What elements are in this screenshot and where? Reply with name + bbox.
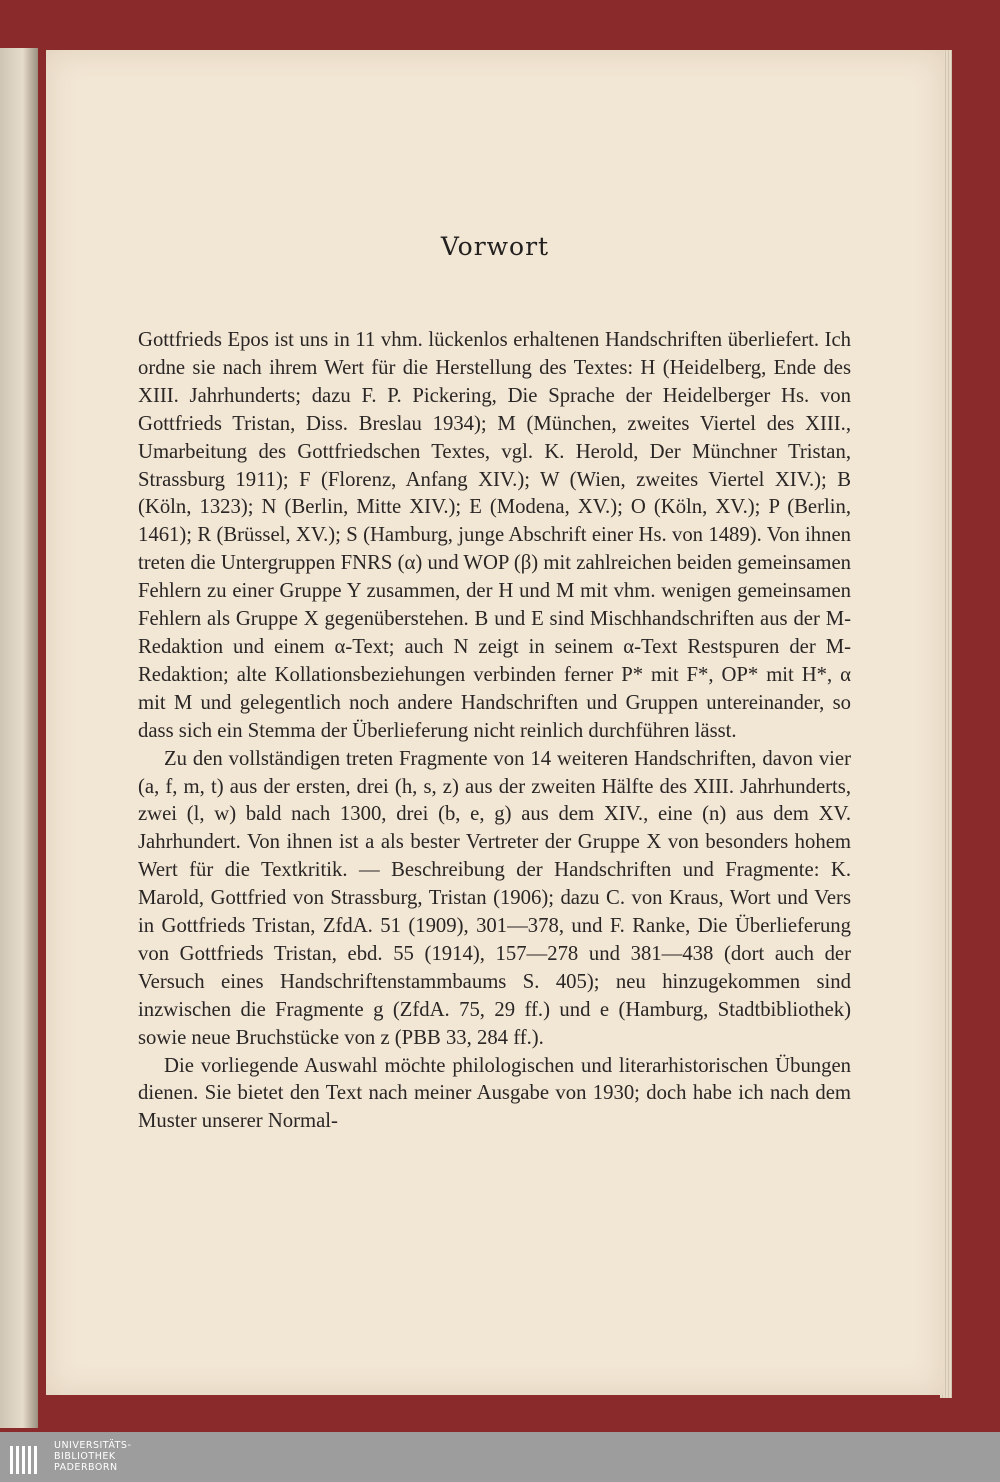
library-logo-text (54, 1440, 131, 1473)
body-text (138, 327, 851, 1136)
paragraph-2: Zu den vollständigen treten Fragmente von 14 weiteren Handschriften, davon vier (a, f, m, t) aus der ersten, drei (h, s, z) aus der zweiten Hälfte des XIII. Jahrhunderts, zwei (l, w) bald nach 1300, drei (b, e, g) aus dem XIV., eine (n) aus dem XV. Jahrhundert. Von ihnen ist a als bester Vertreter der Gruppe X von besonders hohem Wert für die Textkritik. — Beschreibung der Handschriften und Fragmente: K. Marold, Gottfried von Strassburg, Tristan (1906); dazu C. von Kraus, Wort und Vers in Gottfrieds Tristan, ZfdA. 51 (1909), 301—378, und F. Ranke, Die Überlieferung von Gottfrieds Tristan, ebd. 55 (1914), 157—278 und 381—438 (dort auch der Versuch eines Handschriftenstammbaums S. 405); neu hinzugekommen sind inzwischen die Fragmente g (ZfdA. 75, 29 ff.) und e (Hamburg, Stadtbibliothek) sowie neue Bruchstücke von z (PBB 33, 284 ff.). (138, 747, 851, 1049)
footer-bar (0, 1432, 1000, 1482)
paragraph-1: Gottfrieds Epos ist uns in 11 vhm. lückenlos erhaltenen Handschriften überliefert. Ich ordne sie nach ihrem Wert für die Herstellung des Textes: H (Heidelberg, Ende des XIII. Jahrhunderts; dazu F. P. Pickering, Die Sprache der Heidelberger Hs. von Gottfrieds Tristan, Diss. Breslau 1934); M (München, zweites Viertel des XIII., Umarbeitung des Gottfriedschen Textes, vgl. K. Herold, Der Münchner Tristan, Strassburg 1911); F (Florenz, Anfang XIV.); W (Wien, zweites Viertel XIV.); B (Köln, 1323); N (Berlin, Mitte XIV.); E (Modena, XV.); O (Köln, XV.); P (Berlin, 1461); R (Brüssel, XV.); S (Hamburg, junge Abschrift einer Hs. von 1489). Von ihnen treten die Untergruppen FNRS (α) und WOP (β) mit zahlreichen beiden gemeinsamen Fehlern zu einer Gruppe Y zusammen, der H und M mit vhm. wenigen gemeinsamen Fehlern als Gruppe X gegenüberstehen. B und E sind Mischhandschriften aus der M-Redaktion und einem α-Text; auch N zeigt in seinem α-Text Restspuren der M-Redaktion; alte Kollationsbeziehungen verbinden ferner P* mit F*, OP* mit H*, α mit M und gelegentlich noch andere Handschriften und Gruppen untereinander, so dass sich ein Stemma der Überlieferung nicht reinlich durchführen lässt. (138, 329, 851, 742)
book-page (46, 50, 944, 1395)
left-page-edge (0, 48, 38, 1428)
paragraph-3: Die vorliegende Auswahl möchte philologischen und literarhistorischen Übungen dienen. Sie bietet den Text nach meiner Ausgabe von 1930; doch habe ich nach dem Muster unserer Normal- (138, 1054, 851, 1133)
logo-line-3: PADERBORN (54, 1462, 118, 1473)
university-library-logo-icon (8, 1442, 44, 1478)
page-title: Vorwort (440, 232, 550, 261)
logo-line-1: UNIVERSITÄTS- (54, 1440, 132, 1451)
logo-line-2: BIBLIOTHEK (54, 1451, 116, 1462)
